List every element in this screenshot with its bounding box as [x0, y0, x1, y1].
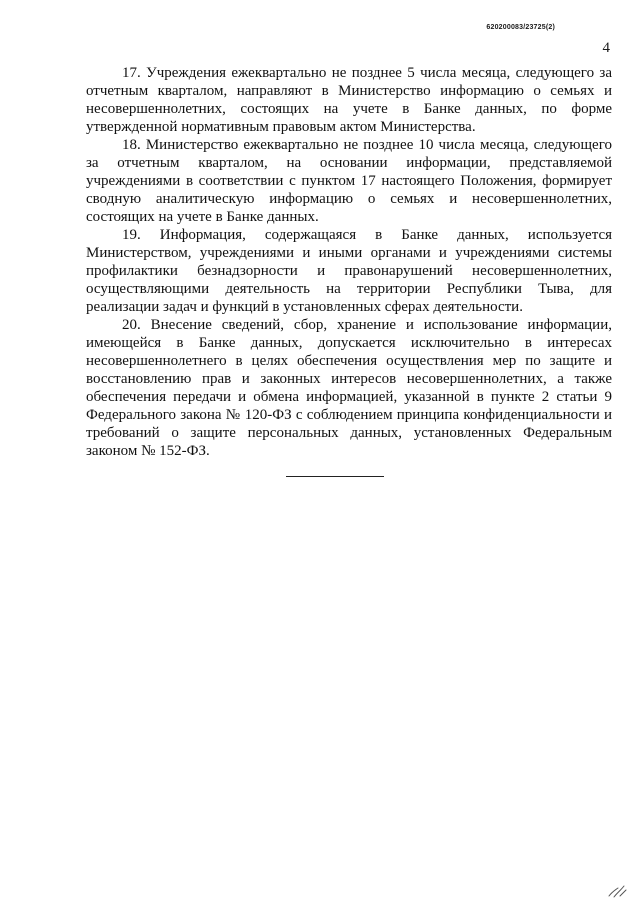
paragraph-19: 19. Информация, содержащаяся в Банке данных, используется Министерством, учреждениями и иными органами и учреждениями системы профилактики безнадзорности и правонарушений несовершеннолетних, осуществляющими деятельность на территории Республики Тыва, для реализации задач и функций в установленных сферах деятельности. [86, 227, 612, 315]
paragraph-17: 17. Учреждения ежеквартально не позднее 5 числа месяца, следующего за отчетным кварталом, направляют в Министерство информацию о семьях и несовершеннолетних, состоящих на учете в Банке данных, по форме утвержденной нормативным правовым актом Министерства. [86, 65, 612, 135]
document-body [86, 64, 612, 460]
paragraph-18: 18. Министерство ежеквартально не позднее 10 числа месяца, следующего за отчетным кварталом, на основании информации, представляемой учреждениями в соответствии с пунктом 17 настоящего Положения, формирует сводную аналитическую информацию о семьях и несовершеннолетних, состоящих на учете в Банке данных. [86, 137, 612, 225]
paragraph-20: 20. Внесение сведений, сбор, хранение и использование информации, имеющейся в Банке данных, допускается исключительно в интересах несовершеннолетнего в целях обеспечения осуществления мер по защите и восстановлению прав и законных интересов несовершеннолетних, а также обеспечения передачи и обмена информацией, указанной в пункте 2 статьи 9 Федерального закона № 120-ФЗ с соблюдением принципа конфиденциальности и требований о защите персональных данных, установленных Федеральным законом № 152-ФЗ. [86, 317, 612, 459]
end-divider [286, 476, 384, 477]
handwritten-mark-icon [606, 880, 630, 900]
document-code: 620200083/23725(2) [486, 24, 555, 31]
page-number: 4 [602, 40, 610, 56]
